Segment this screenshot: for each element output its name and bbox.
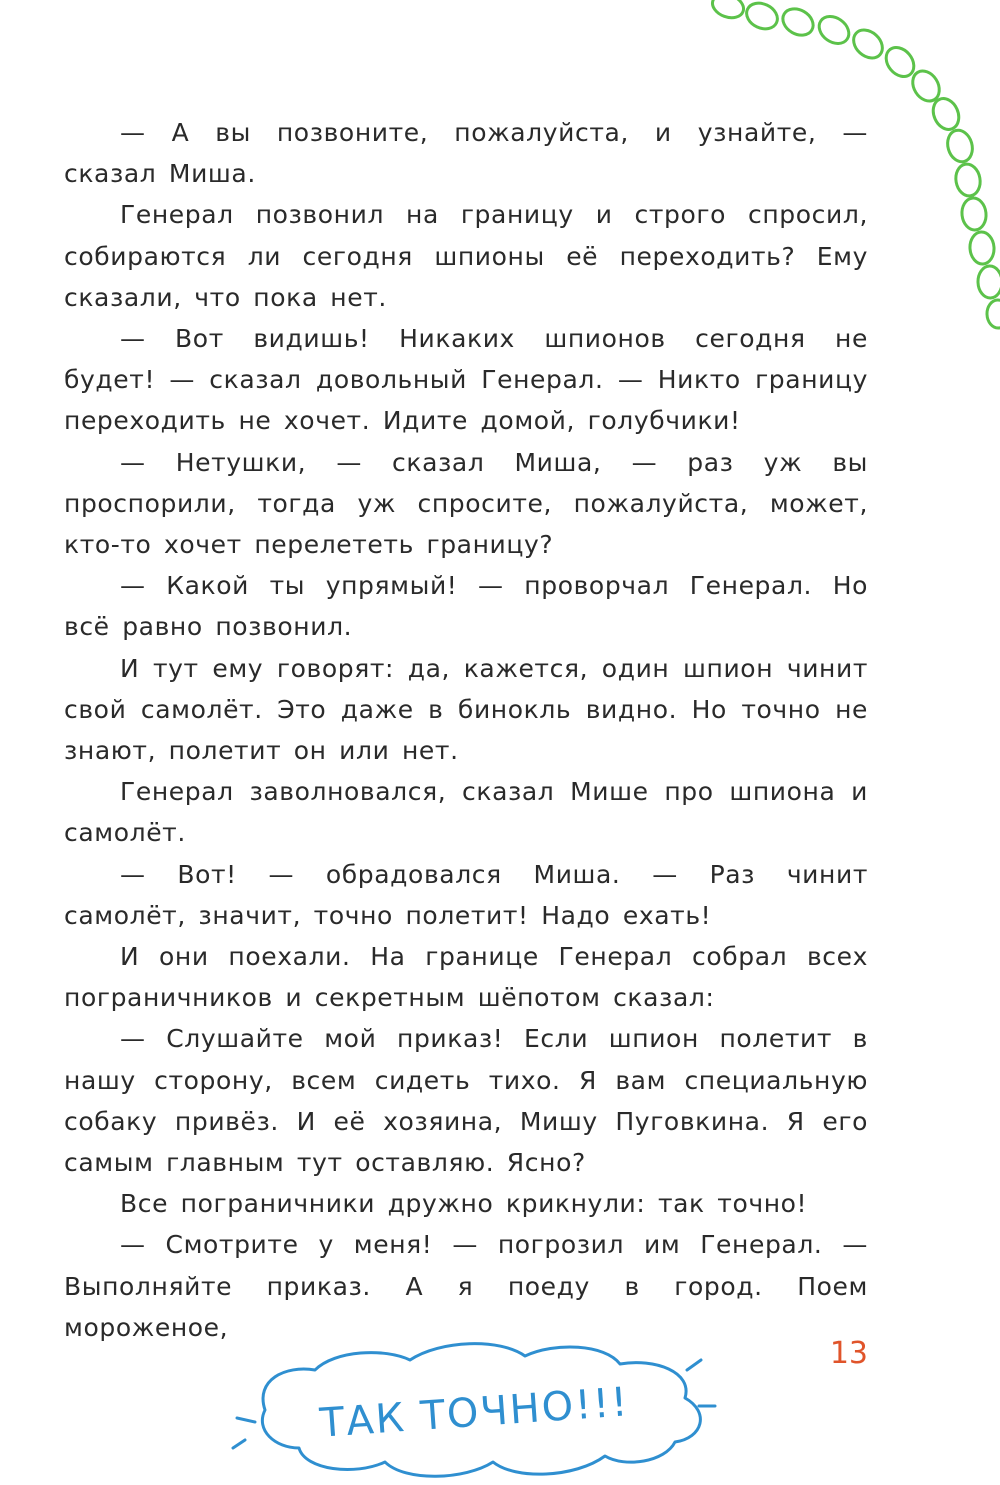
page-number: 13 — [829, 1336, 868, 1371]
paragraph: — А вы позвоните, пожалуйста, и узнайте, — сказал Миша. — [64, 118, 868, 189]
speech-bubble-icon — [225, 1330, 725, 1485]
paragraph: И они поехали. На границе Генерал собрал всех пограничников и секретным шёпотом сказал: — [64, 942, 868, 1013]
paragraph: — Смотрите у меня! — погрозил им Генерал. — Выполняйте приказ. А я поеду в город. Поем мороженое, — [64, 1230, 868, 1342]
paragraph: Генерал заволновался, сказал Мише про шпиона и самолёт. — [64, 777, 868, 848]
paragraph: — Слушайте мой приказ! Если шпион полетит в нашу сторону, всем сидеть тихо. Я вам специальную собаку привёз. И её хозяина, Мишу Пуговкина. Я его самым главным тут оставляю. Ясно? — [64, 1024, 868, 1178]
paragraph: Все пограничники дружно крикнули: так точно! — [120, 1189, 808, 1219]
paragraph: — Вот видишь! Никаких шпионов сегодня не будет! — сказал довольный Генерал. — Никто границу переходить не хочет. Идите домой, голубчики! — [64, 324, 868, 436]
story-text — [64, 112, 868, 1348]
paragraph: И тут ему говорят: да, кажется, один шпион чинит свой самолёт. Это даже в бинокль видно. Но точно не знают, полетит он или нет. — [64, 653, 868, 766]
paragraph: — Какой ты упрямый! — проворчал Генерал. Но всё равно позвонил. — [64, 571, 868, 642]
paragraph: — Нетушки, — сказал Миша, — раз уж вы проспорили, тогда уж спросите, пожалуйста, может, кто-то хочет перелететь границу? — [64, 447, 868, 560]
paragraph: — Вот! — обрадовался Миша. — Раз чинит самолёт, значит, точно полетит! Надо ехать! — [64, 859, 868, 930]
paragraph: Генерал позвонил на границу и строго спросил, собираются ли сегодня шпионы её переходить? Ему сказали, что пока нет. — [64, 200, 868, 312]
bubble-text: ТАК ТОЧНО!!! — [318, 1379, 631, 1447]
